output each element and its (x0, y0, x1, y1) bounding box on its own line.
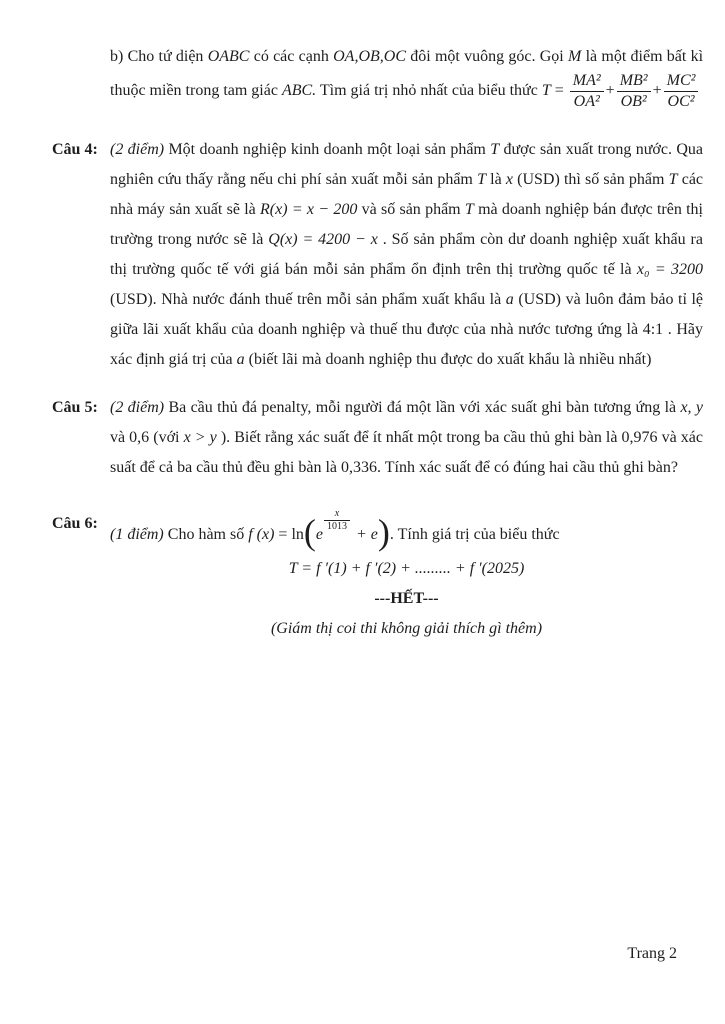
text-segment: là một điểm bất kì thuộc miền trong tam giác (110, 48, 704, 99)
question-cau6 (52, 509, 703, 644)
text-segment: (USD) và luôn đảm bảo tỉ lệ giữa lãi xuất khẩu của doanh nghiệp và thuế thu được của nhà nước tương ứng là (110, 291, 704, 339)
plus-sign: + (605, 81, 615, 99)
question-cau4 (52, 135, 703, 375)
fraction-MC-OC: $\frac{\text{MC²}}{\text{OC²}}$ (664, 72, 699, 110)
text-segment: Một doanh nghiệp kinh doanh một loại sản phẩm (164, 141, 491, 159)
math-inline: OABC (207, 48, 250, 65)
math-variable: T (541, 81, 551, 99)
math-formula-x0: x₀ = 3200 (636, 261, 703, 279)
text-segment: Cho hàm số (163, 526, 249, 544)
question-label: Câu 5: (52, 399, 98, 417)
item-b-marker: b) (110, 48, 124, 65)
exponent-fraction: $\frac{x}{1013}$ (324, 509, 350, 532)
sum-formula-line: T = f ′(1) + f ′(2) + ......... + f ′(2025) (288, 560, 525, 578)
end-marker-line: ---HẾT--- (374, 590, 439, 608)
text-segment: Tìm giá trị nhỏ nhất của biểu thức (316, 81, 542, 99)
text-segment: mà doanh nghiệp bán được trên thị trường trong nước sẽ là (110, 201, 704, 249)
plus-sign: + (652, 81, 662, 99)
text-segment: các nhà máy sản xuất sẽ là (110, 171, 704, 219)
math-inline: ABC. (281, 81, 317, 99)
text-segment: Cho tứ diện (123, 48, 208, 65)
math-inline: x, y (680, 399, 703, 417)
text-segment: là (485, 171, 506, 189)
text-segment: và số sản phẩm (357, 201, 465, 219)
text-segment: đôi một vuông góc. Gọi (406, 48, 568, 65)
question-label: Câu 6: (52, 515, 98, 533)
math-inline: a (505, 291, 514, 309)
math-formula-Q: Q(x) = 4200 − x (268, 231, 378, 249)
equals-sign: = (550, 81, 568, 99)
formula-T-min (541, 72, 701, 110)
question-body (110, 135, 703, 375)
text-segment: = ln (274, 526, 304, 544)
math-inline: T (477, 171, 486, 189)
proctor-note-line: (Giám thị coi thi không giải thích gì thêm) (270, 620, 543, 638)
text-segment: (biết lãi mà doanh nghiệp thu được do xuất khẩu là nhiều nhất) (244, 351, 652, 369)
math-inline: OA,OB,OC (333, 48, 406, 65)
question-body (110, 393, 703, 483)
page-number-label: Trang 2 (627, 945, 677, 962)
text-segment: . Số sản phẩm còn dư doanh nghiệp xuất khẩu ra thị trường quốc tế với giá bán mỗi sản phẩm ổn định trên thị trường quốc tế là (110, 231, 703, 279)
cau6-intro-line: (1 điểm) Cho hàm số f (x) = ln(e $\frac{x}{1013}$ + e). Tính giá trị của biểu thức (110, 508, 560, 553)
math-function-f: f (x) (248, 526, 275, 544)
item-b-paragraph (110, 42, 703, 110)
math-inline: T (464, 201, 474, 219)
question-body (110, 509, 703, 644)
text-segment: có các cạnh (249, 48, 334, 65)
math-inline: x > y (183, 429, 217, 447)
text-segment: ). Biết rằng xác suất để ít nhất một trong ba cầu thủ ghi bàn là 0,976 và xác suất để cả ba cầu thủ đều ghi bàn là 0,336. Tính xác suất để có đúng hai cầu thủ ghi bàn? (110, 429, 704, 477)
text-segment: . Tính giá trị của biểu thức (389, 526, 560, 544)
text-segment: . Hãy xác định giá trị của (110, 321, 704, 369)
text-segment: Ba cầu thủ đá penalty, mỗi người đá một lần với xác suất ghi bàn tương ứng là (164, 399, 681, 417)
math-inline: M (567, 48, 582, 65)
math-inline: a (236, 351, 245, 369)
points-label: (2 điểm) (110, 399, 165, 417)
fraction-MB-OB: $\frac{\text{MB²}}{\text{OB²}}$ (617, 72, 651, 110)
ratio-value: 4:1 (642, 321, 664, 339)
fraction-MA-OA: $\frac{\text{MA²}}{\text{OA²}}$ (570, 72, 604, 110)
plus-e-term: + e (352, 526, 378, 544)
math-e-base: e (315, 526, 323, 544)
page-footer (627, 944, 677, 964)
text-segment: (USD). Nhà nước đánh thuế trên mỗi sản phẩm xuất khẩu là (110, 291, 506, 309)
text-segment: được sản xuất trong nước. Qua nghiên cứu thấy rằng nếu chi phí sản xuất mỗi sản phẩm (110, 141, 703, 189)
math-formula-R: R(x) = x − 200 (260, 201, 358, 219)
math-inline: x (505, 171, 513, 189)
question-cau5 (52, 393, 703, 483)
text-segment: và 0,6 (với (110, 429, 184, 447)
points-label: (1 điểm) (110, 526, 164, 544)
math-inline: T (668, 171, 678, 189)
text-segment: (USD) thì số sản phẩm (512, 171, 669, 189)
question-label: Câu 4: (52, 141, 98, 159)
points-label: (2 điểm) (110, 141, 165, 159)
math-inline: T (490, 141, 500, 159)
